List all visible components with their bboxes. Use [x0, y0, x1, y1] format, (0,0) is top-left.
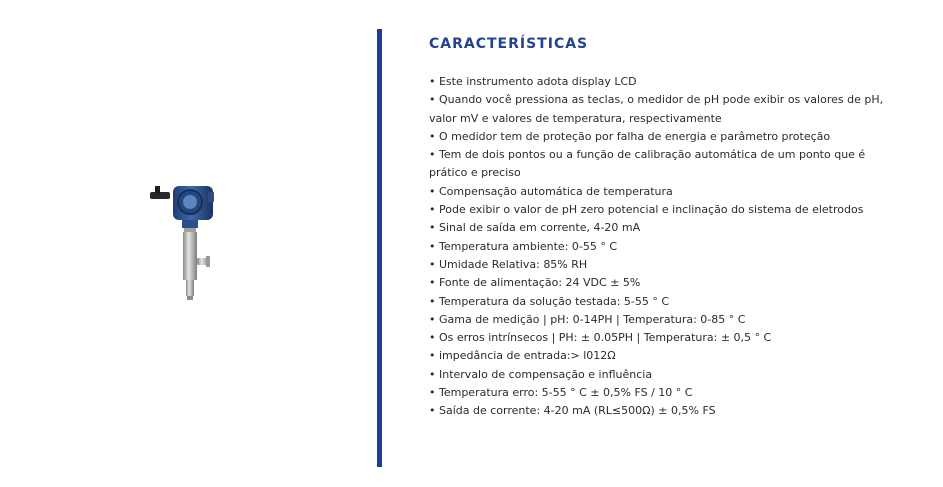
feature-item: • Sinal de saída em corrente, 4-20 mA: [429, 221, 641, 235]
feature-item: • Este instrumento adota display LCD: [429, 75, 637, 88]
feature-item: • Temperatura erro: 5-55 ° C ± 0,5% FS / 10 ° C: [429, 386, 693, 400]
feature-item: • Pode exibir o valor de pH zero potencial e inclinação do sistema de eletrodos: [429, 203, 864, 217]
feature-item: • Os erros intrínsecos | PH: ± 0.05PH | Temperatura: ± 0,5 ° C: [429, 331, 772, 345]
section-title: CARACTERÍSTICAS: [429, 36, 589, 52]
feature-item: • Compensação automática de temperatura: [429, 184, 673, 198]
feature-item: • Saída de corrente: 4-20 mA (RL≤500Ω) ± 0,5% FS: [429, 404, 716, 418]
feature-item: • Tem de dois pontos ou a função de calibração automática de um ponto que é prático e preciso: [429, 148, 866, 180]
feature-item: • Temperatura ambiente: 0-55 ° C: [429, 239, 618, 253]
feature-item: • Fonte de alimentação: 24 VDC ± 5%: [429, 276, 641, 290]
feature-item: • Gama de medição | pH: 0-14PH | Temperatura: 0-85 ° C: [429, 312, 746, 326]
feature-item: • Temperatura da solução testada: 5-55 ° C: [429, 294, 670, 308]
product-image: [140, 178, 220, 306]
feature-item: • O medidor tem de proteção por falha de energia e parâmetro proteção: [429, 129, 831, 143]
feature-item: • impedância de entrada:> l012Ω: [429, 349, 616, 363]
features-list: [429, 73, 899, 421]
feature-item: • Intervalo de compensação e influência: [429, 367, 653, 381]
section-divider: [377, 29, 382, 467]
feature-item: • Umidade Relativa: 85% RH: [429, 257, 588, 271]
feature-item: • Quando você pressiona as teclas, o medidor de pH pode exibir os valores de pH, valor mV e valores de temperatura, respectivamente: [429, 93, 884, 125]
ph-transmitter-icon: [140, 178, 220, 306]
